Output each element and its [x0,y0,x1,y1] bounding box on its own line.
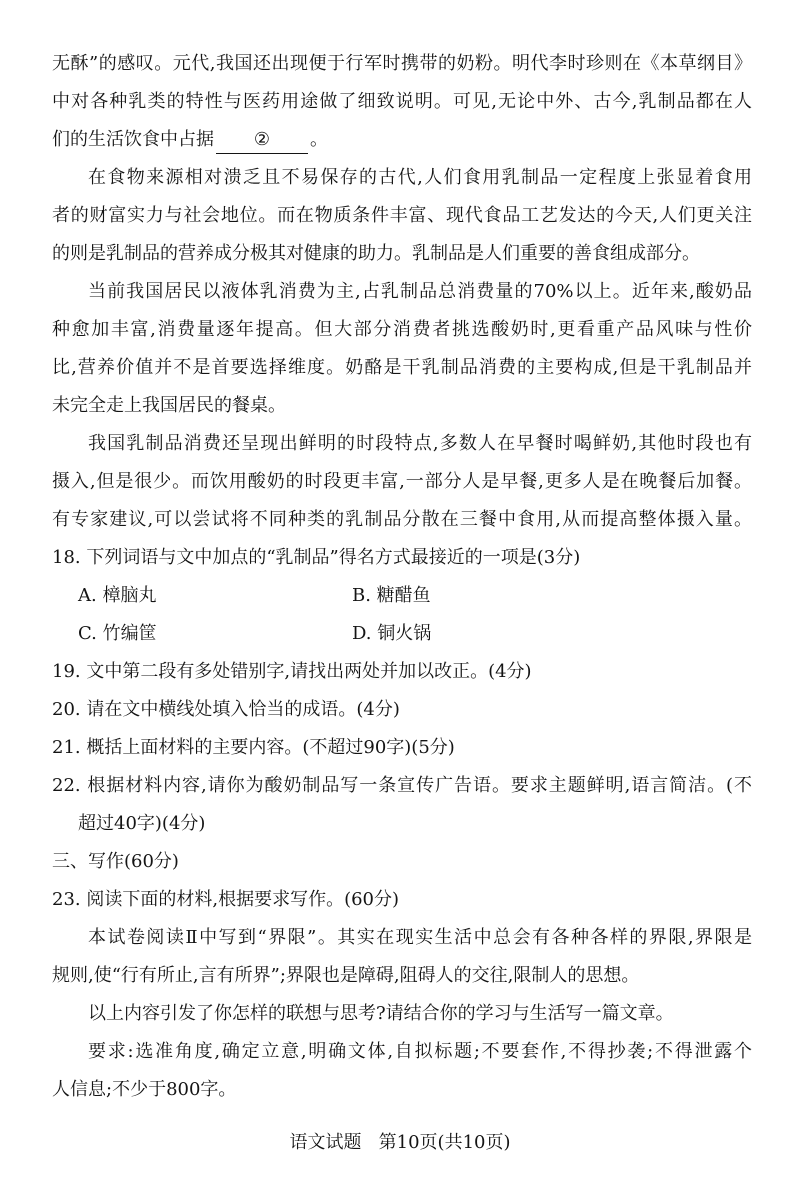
passage-line: 当前我国居民以液体乳消费为主,占乳制品总消费量的70%以上。近年来,酸奶品 [88,281,752,302]
question-18-stem: 18. 下列词语与文中加点的“乳制品”得名方式最接近的一项是(3分) [52,547,581,568]
question-21: 21. 概括上面材料的主要内容。(不超过90字)(5分) [52,737,455,758]
passage-line: 种愈加丰富,消费量逐年提高。但大部分消费者挑选酸奶时,更看重产品风味与性价 [52,319,752,340]
passage-line: 比,营养价值并不是首要选择维度。奶酪是干乳制品消费的主要构成,但是干乳制品并 [52,357,752,378]
question-23-stem: 23. 阅读下面的材料,根据要求写作。(60分) [52,889,400,910]
question-20: 20. 请在文中横线处填入恰当的成语。(4分) [52,699,400,720]
question-22-line: 22. 根据材料内容,请你为酸奶制品写一条宣传广告语。要求主题鲜明,语言简洁。(不 [52,775,752,796]
passage-line: 未完全走上我国居民的餐桌。 [52,395,286,416]
passage-line: 者的财富实力与社会地位。而在物质条件丰富、现代食品工艺发达的今天,人们更关注 [52,205,752,226]
question-18-option-d: D. 铜火锅 [352,623,432,644]
question-22-line: 超过40字)(4分) [78,813,206,834]
passage-line: 在食物来源相对溃乏且不易保存的古代,人们食用乳制品一定程度上张显着食用 [88,167,752,188]
passage-line-with-blank [52,122,752,158]
passage-line: 我国乳制品消费还呈现出鲜明的时段特点,多数人在早餐时喝鲜奶,其他时段也有 [88,433,752,454]
section-writing-heading: 三、写作(60分) [52,851,179,872]
passage-line: 摄入,但是很少。而饮用酸奶的时段更丰富,一部分人是早餐,更多人是在晚餐后加餐。 [52,471,752,492]
passage-line: 中对各种乳类的特性与医药用途做了细致说明。可见,无论中外、古今,乳制品都在人 [52,91,752,112]
question-18-option-a: A. 樟脑丸 [78,585,157,606]
sentence-period: 。 [310,129,328,150]
passage-line: 无酥”的感叹。元代,我国还出现便于行军时携带的奶粉。明代李时珍则在《本草纲目》 [52,53,752,74]
question-18-option-c: C. 竹编筐 [78,623,157,644]
answer-blank: ② [216,127,308,154]
page-footer: 语文试题 第10页(共10页) [289,1132,511,1153]
passage-line: 的则是乳制品的营养成分极其对健康的助力。乳制品是人们重要的善食组成部分。 [52,243,700,264]
question-18-option-b: B. 糖醋鱼 [352,585,431,606]
passage-line: 有专家建议,可以尝试将不同种类的乳制品分散在三餐中食用,从而提高整体摄入量。 [52,509,752,530]
question-23-prompt: 以上内容引发了你怎样的联想与思考?请结合你的学习与生活写一篇文章。 [88,1003,674,1024]
passage-line-text: 们的生活饮食中占据 [52,129,214,150]
question-19: 19. 文中第二段有多处错别字,请找出两处并加以改正。(4分) [52,661,532,682]
question-23-requirements: 要求:选准角度,确定立意,明确文体,自拟标题;不要套作,不得抄袭;不得泄露个 [88,1041,752,1062]
question-23-requirements: 人信息;不少于800字。 [52,1079,237,1100]
question-23-material-line: 本试卷阅读Ⅱ中写到“界限”。其实在现实生活中总会有各种各样的界限,界限是 [88,927,752,948]
question-23-material-line: 规则,使“行有所止,言有所界”;界限也是障碍,阻碍人的交往,限制人的思想。 [52,965,640,986]
